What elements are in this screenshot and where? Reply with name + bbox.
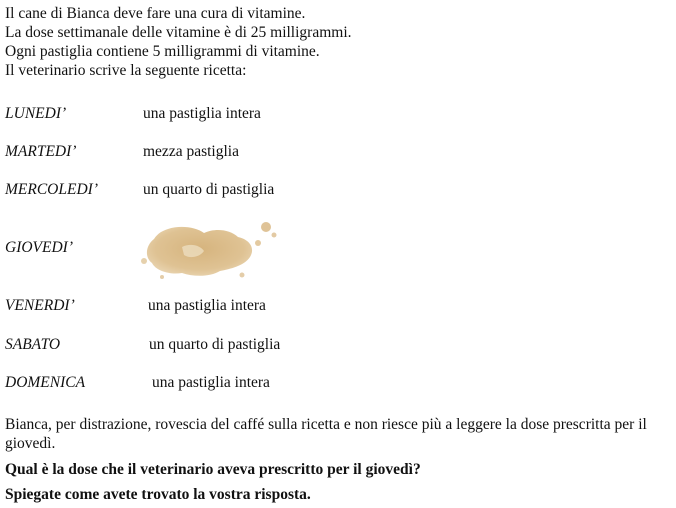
story-text: Bianca, per distrazione, rovescia del caffé sulla ricetta e non riesce più a leggere la dose prescritta per il giovedì. — [5, 416, 647, 452]
intro-line: La dose settimanale delle vitamine è di 25 milligrammi. — [5, 24, 352, 41]
dose-label: un quarto di pastiglia — [143, 181, 275, 198]
day-label: GIOVEDI’ — [5, 239, 74, 256]
dose-label: una pastiglia intera — [143, 105, 261, 122]
intro-line: Il cane di Bianca deve fare una cura di vitamine. — [5, 5, 306, 22]
dose-label: una pastiglia intera — [148, 297, 266, 314]
day-label: LUNEDI’ — [5, 105, 67, 122]
dose-label: un quarto di pastiglia — [149, 336, 281, 353]
dose-label: una pastiglia intera — [152, 374, 270, 391]
day-label: DOMENICA — [5, 374, 86, 391]
intro-text — [5, 4, 352, 80]
day-label: SABATO — [5, 336, 61, 353]
dose-label: mezza pastiglia — [143, 143, 239, 160]
instruction-text: Spiegate come avete trovato la vostra risposta. — [5, 486, 311, 503]
day-label: MERCOLEDI’ — [5, 181, 98, 198]
day-label: VENERDI’ — [5, 297, 75, 314]
intro-line: Ogni pastiglia contiene 5 milligrammi di vitamine. — [5, 43, 320, 60]
intro-line: Il veterinario scrive la seguente ricetta: — [5, 62, 247, 79]
coffee-stain-icon — [138, 219, 280, 281]
question-text: Qual è la dose che il veterinario aveva prescritto per il giovedì? — [5, 461, 421, 478]
day-label: MARTEDI’ — [5, 143, 77, 160]
